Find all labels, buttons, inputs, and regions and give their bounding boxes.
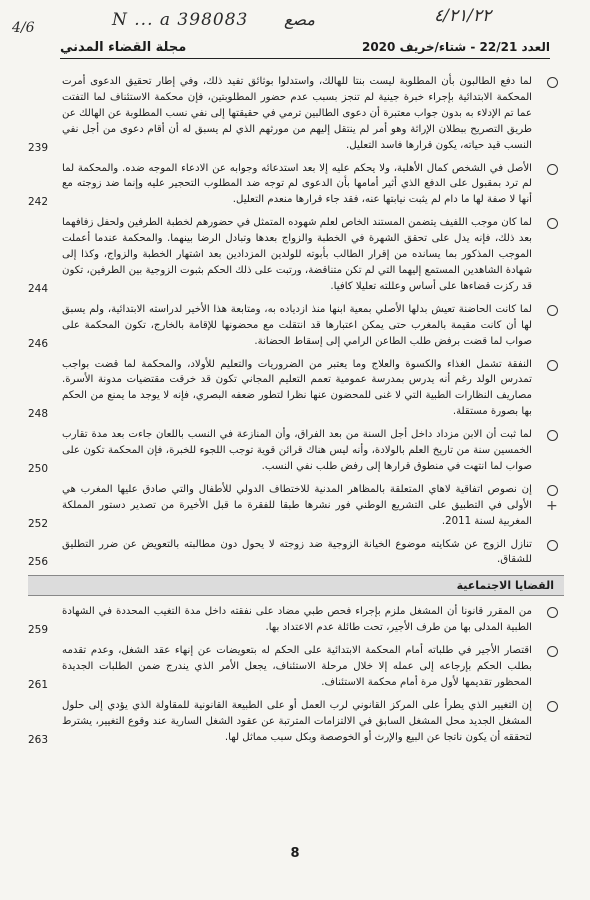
entry-page-number: 259 [28,624,49,637]
index-entry [28,537,564,569]
page-number: 8 [290,846,300,861]
entry-text: تنازل الزوج عن شكايته موضوع الخيانة الزوجية ضد زوجته لا يحول دون مطالبته بالتعويض عن ضرر التطليق للشقاق. [62,538,532,566]
entry-text: اقتصار الأجير في طلباته أمام المحكمة الابتدائية على الحكم له بتعويضات عن إنهاء عقد الشغل، وعدم تقدمه بطلب الحكم بإرجاعه إلى عمله إلا خلال مرحلة الاستئناف، يجعل الأمر الذي يندرج ضمن الطلبات الجديدة المحظور تقديمها لأول مرة أمام محكمة الاستئناف. [62,645,532,688]
bullet-icon [547,164,558,175]
entry-page-number: 242 [28,196,49,209]
bullet-icon [547,77,558,88]
bullet-icon [547,701,558,712]
handwritten-date: ٤/٢١/٢٢ [434,6,492,26]
entry-page-number: 246 [28,337,49,350]
bullet-icon [547,218,558,229]
bullet-icon [547,646,558,657]
entry-text: الأصل في الشخص كمال الأهلية، ولا يحكم عليه إلا بعد استدعائه وجوابه عن الادعاء الموجه ضده. والمحكمة لما لم ترد بمقبول على الدفع الذي أثير أمامها بأن الدعوى لم توجه ضد المطلوب التحجير عليه وإنما ضد زوجته مع أنها لا صفة لها ما دام لم يثبت نيابتها عنه، فقد جاء قرارها منعدم التعليل. [62,162,532,206]
handwritten-page-count: 4/6 [12,20,35,36]
bullet-icon [547,305,558,316]
index-entry [28,482,564,530]
bullet-icon [547,607,558,618]
entry-text: إن نصوص اتفاقية لاهاي المتعلقة بالمظاهر المدنية للاختطاف الدولي للأطفال والتي صادق عليها المغرب هي الأولى في التطبيق على التشريع الوطني فور نشرها طبقا للفقرة ما قبل الأخيرة من تصدير دستور المملكة المغربية لسنة 2011. [62,483,532,527]
index-entry [28,302,564,350]
index-entry [28,357,564,421]
handwritten-note: مصع [284,10,315,29]
index-entry [28,427,564,475]
journal-title: مجلة القضاء المدني [60,39,187,55]
index-entry [28,215,564,295]
entry-page-number: 244 [28,282,49,295]
bullet-icon [547,360,558,371]
entry-page-number: 261 [28,678,49,691]
entry-page-number: 263 [28,733,49,746]
bullet-icon [547,540,558,551]
entry-text: النفقة تشمل الغذاء والكسوة والعلاج وما يعتبر من الضروريات والتعليم للأولاد، والمحكمة لما قضت بواجب تمدرس الولد رغم أنه يدرس بمدرسة عمومية تعمم التعليم المجاني تكون قد خرقت مقتضيات مدونة الأسرة. مصاريف النظارات الطبية التي لا غنى للمحضون عنها نظرا لتطور ضعفه البصري، فإنه لا يوجد ما يمنع من الحكم بها بصورة مستقلة. [62,358,532,418]
entry-page-number: 252 [28,517,49,530]
page-header [60,36,550,59]
entry-page-number: 239 [28,141,49,154]
bullet-icon [547,430,558,441]
margin-mark: + [546,498,558,514]
issue-info: العدد 22/21 - شتاء/خريف 2020 [361,40,550,54]
index-entry [28,74,564,154]
entry-text: لما كانت الحاضنة تعيش بدلها الأصلي بمعية ابنها منذ ازدياده به، ومتابعة هذا الأخير لدراسته الابتدائية، ولم يسبق لها أن كانت مقيمة بالمغرب حتى يمكن اعتبارها قد انتقلت مع محضونها للإقامة بالخارج، تكون المحكمة على صواب لما قضت برفض طلب الطاعن الرامي إلى إسقاط الحضانة. [62,303,532,347]
entry-text: من المقرر قانونا أن المشغل ملزم بإجراء فحص طبي مضاد على نفقته داخل مدة التغيب المحددة في الشهادة الطبية المدلى بها من طرف الأجير، تحت طائلة عدم الاعتداد بها. [62,606,532,634]
handwritten-reference: N ... a 398083 [112,10,249,30]
index-entry [28,643,564,691]
bullet-icon [547,485,558,496]
entry-page-number: 256 [28,556,49,569]
entry-text: إن التغيير الذي يطرأ على المركز القانوني لرب العمل أو على الطبيعة القانونية للمقاولة الذي يؤدي إلى حلول المشغل الجديد محل المشغل السابق في الالتزامات المترتبة عن عقود الشغل السارية عند وقوع التغيير، يشترط لتحققه أن يكون ناتجا عن البيع والإرث أو الخوصصة وبكل سبب مماثل لها. [62,699,532,743]
entry-text: لما دفع الطالبون بأن المطلوبة ليست بنتا للهالك، واستدلوا بوثائق تفيد ذلك، وفي إطار تحقيق الدعوى أمرت المحكمة الابتدائية بإجراء خبرة جينية لم تنجز بسبب عدم حضور المطلوبتين، فإن محكمة الاستئناف لما التفتت عما تم الإدلاء به بدون جواب معتبرة أن دعوى الطالبين ترمي في حقيقتها إلى نفي نسب المطلوبة عن الهالك عن طريق التصريح ببطلان الإراثة وهو أمر لم ينتقل إليهم من مورثهم الذي لم يسبق له أن أقام دعوى من أجل نفي النسب قيد حياته، يكون قرارها فاسد التعليل. [62,76,532,151]
index-entry [28,604,564,636]
index-entry [28,698,564,746]
index-entry [28,161,564,209]
entry-text: لما كان موجب اللفيف يتضمن المستند الخاص لعلم شهوده المتمثل في حضورهم لخطبة الطرفين ولحفل زفافهما بعد ذلك، فإنه يدل على تحقق الشهرة في الخطبة والزواج بعدها وتبادل الرضا بينهما. والمحكمة عندما أعملت الموجب المذكور بما يسانده من إقرار الطالب بأبوته للولدين المزدادين بعد اشتهار الخطبة والزواج، وكذا إلى شهادة الشاهدين المستمع إليهما التي لم تكن متناقضة، ورتبت على ذلك الحكم بثبوت الزوجية بين الطرفين، تكون قد ركزت قضاءها على أساس وعللته تعليلا كافيا. [62,217,532,292]
section-heading: القضايا الاجتماعية [28,575,564,596]
entry-page-number: 250 [28,462,49,475]
entry-text: لما ثبت أن الابن مزداد داخل أجل السنة من بعد الفراق، وأن المنازعة في النسب باللعان جاءت بعد مدة تقارب الخمسين سنة من تاريخ العلم بالولادة، وأنه ليس هناك قرائن قوية توجب اللجوء للخبرة، فإن المحكمة تكون على صواب لما انتهت في منطوق قرارها إلى رفض طلب نفي النسب. [62,429,532,472]
entry-page-number: 248 [28,408,49,421]
index-content [28,74,564,753]
